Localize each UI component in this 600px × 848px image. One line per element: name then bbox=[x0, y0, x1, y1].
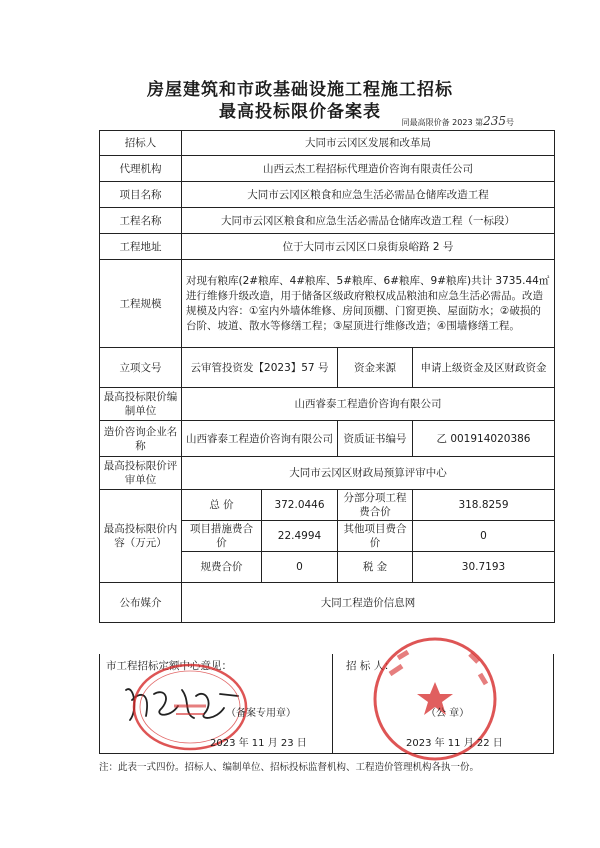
value-address: 位于大同市云冈区口泉街泉峪路 2 号 bbox=[182, 234, 555, 260]
row-media bbox=[100, 583, 555, 623]
value-cert: 乙 001914020386 bbox=[413, 421, 555, 457]
label-tax: 税 金 bbox=[338, 552, 413, 583]
value-total: 372.0446 bbox=[262, 490, 338, 521]
row-reviewer bbox=[100, 457, 555, 490]
label-other: 其他项目费合价 bbox=[338, 521, 413, 552]
center-opinion-title: 市工程招标定额中心意见： bbox=[106, 660, 232, 672]
label-consult: 造价咨询企业名称 bbox=[100, 421, 182, 457]
official-seal-note: （公 章） bbox=[426, 708, 470, 719]
label-project-name: 项目名称 bbox=[100, 182, 182, 208]
label-reviewer: 最高投标限价评审单位 bbox=[100, 457, 182, 490]
value-tenderer: 大同市云冈区发展和改革局 bbox=[182, 131, 555, 156]
value-work-name: 大同市云冈区粮食和应急生活必需品仓储库改造工程（一标段） bbox=[182, 208, 555, 234]
label-address: 工程地址 bbox=[100, 234, 182, 260]
label-subitem: 分部分项工程费合价 bbox=[338, 490, 413, 521]
filing-seal-note: （备案专用章） bbox=[226, 708, 296, 719]
footnote: 注：此表一式四份。招标人、编制单位、招标投标监督机构、工程造价管理机构各执一份。 bbox=[99, 762, 480, 773]
value-approval: 云审管投资发【2023】57 号 bbox=[182, 348, 338, 388]
row-compiler bbox=[100, 388, 555, 421]
value-project-name: 大同市云冈区粮食和应急生活必需品仓储库改造工程 bbox=[182, 182, 555, 208]
value-media: 大同工程造价信息网 bbox=[182, 583, 555, 623]
tenderer-date: 2023 年 11 月 22 日 bbox=[406, 738, 503, 749]
tenderer-seal-title: 招 标 人： bbox=[346, 660, 395, 672]
label-work-name: 工程名称 bbox=[100, 208, 182, 234]
value-compiler: 山西睿泰工程造价咨询有限公司 bbox=[182, 388, 555, 421]
row-limit-1 bbox=[100, 490, 555, 521]
label-tenderer: 招标人 bbox=[100, 131, 182, 156]
seal-section bbox=[99, 654, 554, 754]
label-limit: 最高投标限价内容（万元） bbox=[100, 490, 182, 583]
seal-divider bbox=[332, 654, 333, 754]
value-scale: 对现有粮库(2#粮库、4#粮库、5#粮库、6#粮库、9#粮库)共计 3735.44㎡进行维修升级改造，用于储备区级政府粮权成品粮油和应急生活必需品。改造规模及内容：①室内外墙体维修、房间顶棚、门窗更换、屋面防水；②破损的台阶、坡道、散水等修缮工程；③屋顶进行维修改造；④围墙修缮工程。 bbox=[182, 260, 555, 348]
doc-number bbox=[402, 114, 514, 128]
label-agency: 代理机构 bbox=[100, 156, 182, 182]
label-fund-source: 资金来源 bbox=[338, 348, 413, 388]
value-subitem: 318.8259 bbox=[413, 490, 555, 521]
value-fund-source: 申请上级资金及区财政资金 bbox=[413, 348, 555, 388]
row-work-name bbox=[100, 208, 555, 234]
value-tax: 30.7193 bbox=[413, 552, 555, 583]
row-address bbox=[100, 234, 555, 260]
label-cert: 资质证书编号 bbox=[338, 421, 413, 457]
label-fee: 规费合价 bbox=[182, 552, 262, 583]
value-consult: 山西睿泰工程造价咨询有限公司 bbox=[182, 421, 338, 457]
value-measure: 22.4994 bbox=[262, 521, 338, 552]
filing-date: 2023 年 11 月 23 日 bbox=[210, 738, 307, 749]
label-media: 公布媒介 bbox=[100, 583, 182, 623]
label-scale: 工程规模 bbox=[100, 260, 182, 348]
row-scale bbox=[100, 260, 555, 348]
row-project-name bbox=[100, 182, 555, 208]
value-agency: 山西云杰工程招标代理造价咨询有限责任公司 bbox=[182, 156, 555, 182]
row-tenderer bbox=[100, 131, 555, 156]
doc-title-line2: 最高投标限价备案表 bbox=[219, 102, 381, 122]
value-fee: 0 bbox=[262, 552, 338, 583]
doc-number-handwritten: 235 bbox=[483, 114, 506, 128]
label-measure: 项目措施费合价 bbox=[182, 521, 262, 552]
value-other: 0 bbox=[413, 521, 555, 552]
row-agency bbox=[100, 156, 555, 182]
label-approval: 立项文号 bbox=[100, 348, 182, 388]
row-consult bbox=[100, 421, 555, 457]
label-compiler: 最高投标限价编制单位 bbox=[100, 388, 182, 421]
doc-number-suffix: 号 bbox=[506, 118, 514, 127]
label-total: 总 价 bbox=[182, 490, 262, 521]
filing-table bbox=[99, 130, 555, 623]
doc-title-line1: 房屋建筑和市政基础设施工程施工招标 bbox=[147, 80, 453, 100]
value-reviewer: 大同市云冈区财政局预算评审中心 bbox=[182, 457, 555, 490]
row-approval bbox=[100, 348, 555, 388]
doc-number-prefix: 同最高限价备 2023 第 bbox=[401, 118, 484, 127]
